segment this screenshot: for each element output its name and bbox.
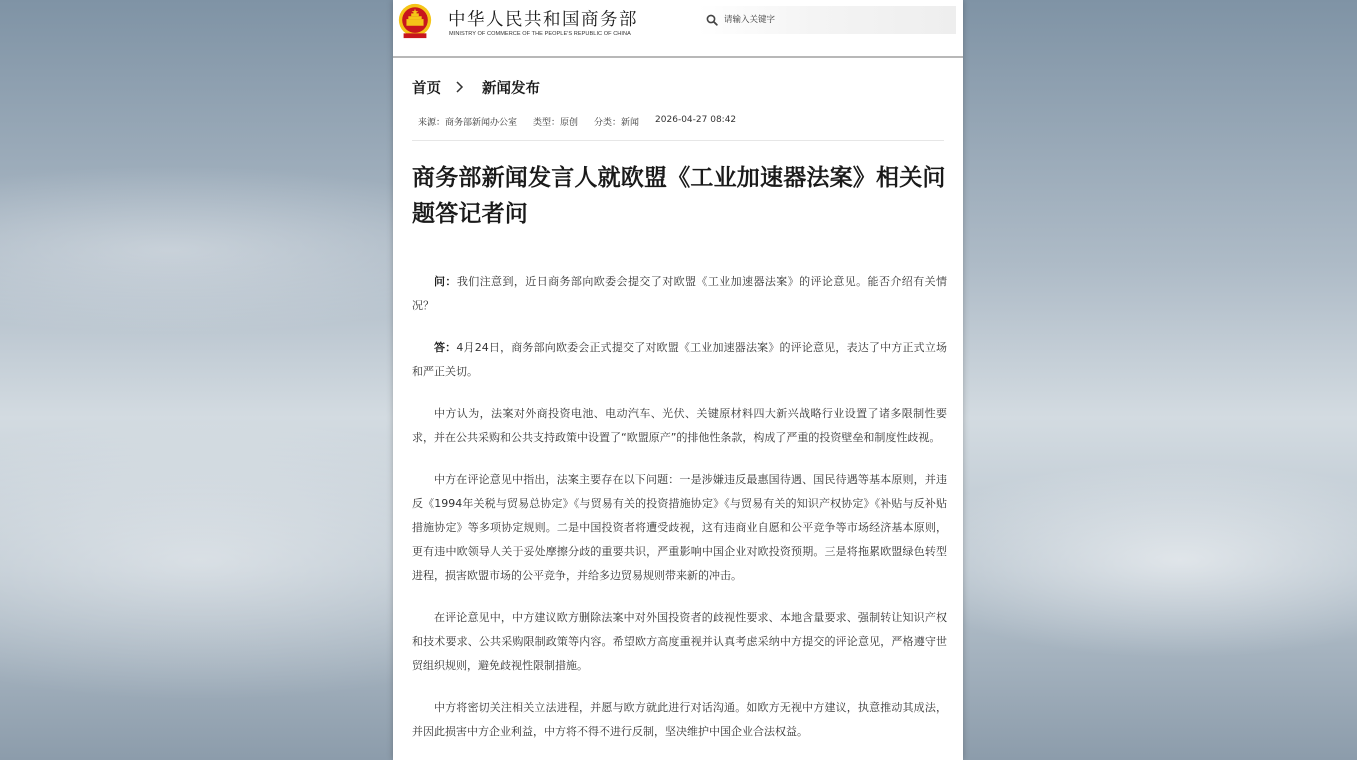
meta-divider [412,140,944,141]
answer-text: 4月24日，商务部向欧委会正式提交了对欧盟《工业加速器法案》的评论意见，表达了中方正式立场和严正关切。 [412,341,947,378]
site-header [393,0,963,58]
breadcrumb-news-link[interactable]: 新闻发布 [482,80,540,97]
breadcrumb [412,77,540,97]
article-body [412,270,947,760]
question-text: 我们注意到，近日商务部向欧委会提交了对欧盟《工业加速器法案》的评论意见。能否介绍有关情况？ [412,275,948,312]
search-icon[interactable] [706,14,718,26]
search-box[interactable] [698,6,956,34]
paragraph-issues: 中方在评论意见中指出，法案主要存在以下问题：一是涉嫌违反最惠国待遇、国民待遇等基本原则，并违反《1994年关税与贸易总协定》《与贸易有关的投资措施协定》《与贸易有关的知识产权协定》《补贴与反补贴措施协定》等多项协定规则。二是中国投资者将遭受歧视，这有违商业自愿和公平竞争等市场经济基本原则，更有违中欧领导人关于妥处摩擦分歧的重要共识，严重影响中国企业对欧投资预期。三是将拖累欧盟绿色转型进程，损害欧盟市场的公平竞争，并给多边贸易规则带来新的冲击。 [412,473,947,582]
meta-category: 分类：新闻 [594,118,640,128]
paragraph-countermeasures: 中方将密切关注相关立法进程，并愿与欧方就此进行对话沟通。如欧方无视中方建议，执意推动其成法，并因此损害中方企业利益，中方将不得不进行反制，坚决维护中国企业合法权益。 [412,701,947,738]
answer-label: 答： [434,341,457,354]
meta-type: 类型：原创 [533,118,579,128]
breadcrumb-home-link[interactable]: 首页 [412,80,441,97]
meta-datetime: 2026-04-27 08:42 [655,115,737,125]
org-name-en: MINISTRY OF COMMERCE OF THE PEOPLE'S REPUBLIC OF CHINA [449,31,631,37]
paragraph-position: 中方认为，法案对外商投资电池、电动汽车、光伏、关键原材料四大新兴战略行业设置了诸多限制性要求，并在公共采购和公共支持政策中设置了“欧盟原产”的排他性条款，构成了严重的投资壁垒和制度性歧视。 [412,407,947,444]
paragraph-suggestions: 在评论意见中，中方建议欧方删除法案中对外国投资者的歧视性要求、本地含量要求、强制转让知识产权和技术要求、公共采购限制政策等内容。希望欧方高度重视并认真考虑采纳中方提交的评论意见，严格遵守世贸组织规则，避免歧视性限制措施。 [412,611,947,672]
paragraph-answer [412,336,947,384]
org-name-cn[interactable]: 中华人民共和国商务部 [448,10,638,30]
meta-source: 来源：商务部新闻办公室 [418,118,518,128]
paragraph-question [412,270,947,318]
article-title: 商务部新闻发言人就欧盟《工业加速器法案》相关问题答记者问 [412,165,946,227]
article-meta [418,115,752,129]
national-emblem-icon[interactable] [396,2,434,40]
search-input[interactable] [724,11,944,29]
article-page [393,0,963,760]
chevron-right-icon [455,81,464,93]
question-label: 问： [434,275,457,288]
